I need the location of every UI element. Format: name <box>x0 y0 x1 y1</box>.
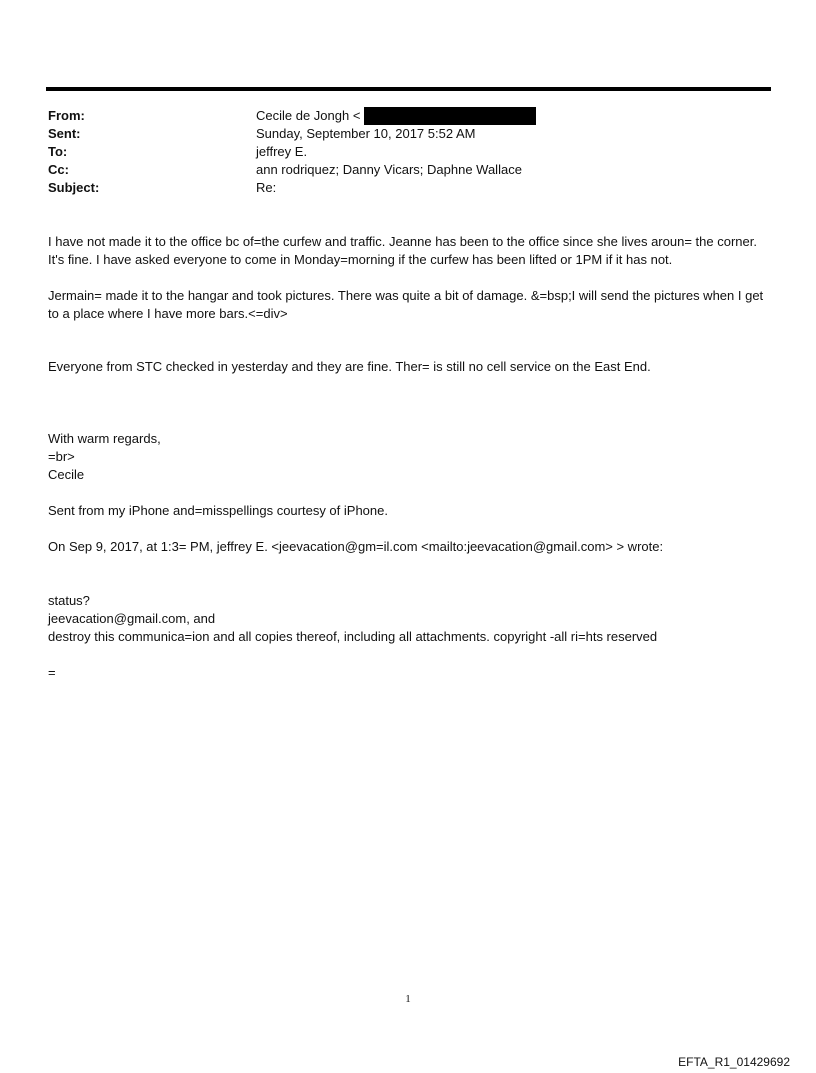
body-paragraph-3: Everyone from STC checked in yesterday and they are fine. Ther= is still no cell service on the East End. <box>48 359 651 374</box>
redaction-block <box>364 107 536 125</box>
from-label: From: <box>48 108 85 123</box>
signature-name: Cecile <box>48 467 85 482</box>
page-number: 1 <box>405 993 411 1005</box>
quote-status: status? <box>48 593 90 608</box>
to-value: jeffrey E. <box>256 144 308 159</box>
header-divider <box>46 87 771 91</box>
from-value <box>256 107 536 125</box>
from-name: Cecile de Jongh < <box>256 108 361 123</box>
cc-row <box>48 161 768 179</box>
to-row <box>48 143 768 161</box>
sent-row <box>48 125 768 143</box>
br-artifact: =br> <box>48 449 75 464</box>
sent-from-line: Sent from my iPhone and=misspellings courtesy of iPhone. <box>48 503 388 518</box>
quote-disclaimer: destroy this communica=ion and all copies thereof, including all attachments. copyright -all ri=hts reserved <box>48 629 658 644</box>
trailing-artifact: = <box>48 665 56 680</box>
cc-label: Cc: <box>48 162 69 177</box>
quote-intro: On Sep 9, 2017, at 1:3= PM, jeffrey E. <jeevacation@gm=il.com <mailto:jeevacation@gmail.com> > wrote: <box>48 539 664 554</box>
body-paragraph-1: I have not made it to the office bc of=the curfew and traffic. Jeanne has been to the office since she lives aroun= the corner. It's fine. I have asked everyone to come in Monday=morning if the curfew has been lifted or 1PM if it has not. <box>48 234 757 267</box>
subject-label: Subject: <box>48 180 100 195</box>
subject-row <box>48 179 768 197</box>
cc-value: ann rodriquez; Danny Vicars; Daphne Wallace <box>256 162 522 177</box>
sent-value: Sunday, September 10, 2017 5:52 AM <box>256 126 476 141</box>
subject-value: Re: <box>256 180 277 195</box>
closing-line: With warm regards, <box>48 431 161 446</box>
quote-email: jeevacation@gmail.com, and <box>48 611 216 626</box>
document-id: EFTA_R1_01429692 <box>678 1055 790 1069</box>
to-label: To: <box>48 144 68 159</box>
body-paragraph-2: Jermain= made it to the hangar and took pictures. There was quite a bit of damage. &=bsp;I will send the pictures when I get to a place where I have more bars.<=div> <box>48 288 764 321</box>
email-header <box>48 107 768 197</box>
from-row <box>48 107 768 125</box>
sent-label: Sent: <box>48 126 81 141</box>
